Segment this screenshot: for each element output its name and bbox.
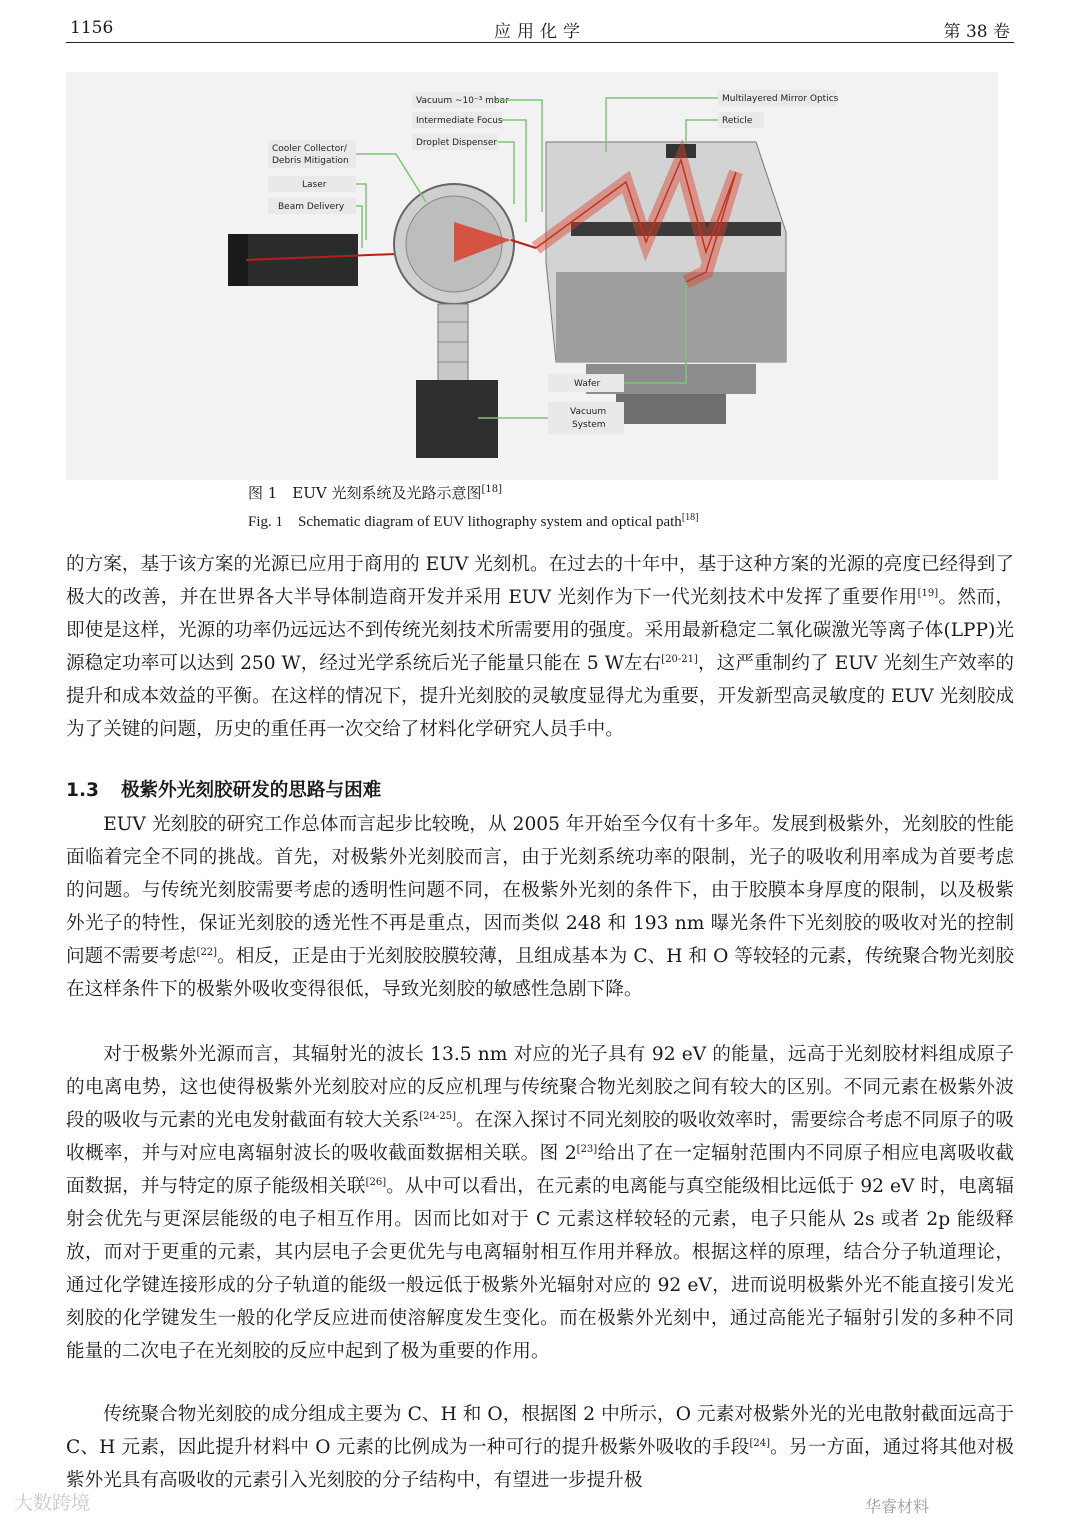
callout-mirror-optics [718,90,839,106]
svg-text:Beam Delivery: Beam Delivery [278,202,345,212]
section-title: 极紫外光刻胶研发的思路与困难 [120,780,382,801]
callout-beam-delivery [268,198,356,214]
page-number: 1156 [70,18,114,38]
paragraph-4: 传统聚合物光刻胶的成分组成主要为 C、H 和 O，根据图 2 中所示，O 元素对极紫外光的光电散射截面远高于 C、H 元素，因此提升材料中 O 元素的比例成为一种可行的提升极紫外吸收的手段[24]。另一方面，通过将其他对极紫外光具有高吸收的元素引入光刻胶的分子结构中，有望进一步提升极 [66,1404,1014,1491]
svg-text:Droplet Dispenser: Droplet Dispenser [416,138,498,148]
citation[interactable]: [20-21] [661,653,698,665]
citation[interactable]: [24] [749,1437,770,1449]
citation[interactable]: [22] [196,946,218,958]
watermark-right: 华睿材料 [865,1497,930,1516]
vacuum-pump [416,380,498,458]
journal-title: 应用化学 [494,22,586,42]
callout-intermediate-focus [412,112,503,128]
callout-vacuum [412,92,509,108]
section-heading [66,776,381,802]
svg-text:Multilayered Mirror Optics: Multilayered Mirror Optics [722,94,839,104]
callout-wafer [548,374,624,392]
section-number: 1.3 [66,780,99,801]
running-header [66,14,1014,43]
callout-cooler-collector [268,140,356,168]
callout-vacuum-system [548,402,624,434]
callout-droplet-dispenser [412,134,498,150]
citation[interactable]: [23] [576,1143,598,1155]
svg-text:Intermediate Focus: Intermediate Focus [416,116,503,126]
watermark-left: 大数跨境 [14,1492,91,1514]
paragraph-2: EUV 光刻胶的研究工作总体而言起步比较晚，从 2005 年开始至今仅有十多年。发展到极紫外，光刻胶的性能面临着完全不同的挑战。首先，对极紫外光刻胶而言，由于光刻系统功率的限制，光子的吸收利用率成为首要考虑的问题。与传统光刻胶需要考虑的透明性问题不同，在极紫外光刻的条件下，由于胶膜本身厚度的限制，以及极紫外光子的特性，保证光刻胶的透光性不再是重点，因而类似 248 和 193 nm 曝光条件下光刻胶的吸收对光的控制问题不需要考虑[22]。相反，正是由于光刻胶胶膜较薄，且组成基本为 C、H 和 O 等较轻的元素，传统聚合物光刻胶在这样条件下的极紫外吸收变得很低，导致光刻胶的敏感性急剧下降。 [66,814,1014,1000]
svg-text:Vacuum ~10⁻³ mbar: Vacuum ~10⁻³ mbar [416,96,509,106]
callout-reticle [718,112,764,128]
citation[interactable]: [26] [365,1176,387,1188]
callout-laser [268,176,356,192]
svg-text:Vacuum: Vacuum [570,407,607,417]
svg-text:Laser: Laser [302,180,327,190]
figure-caption-en: Fig. 1 Schematic diagram of EUV lithography system and optical path[18] [248,512,699,530]
paragraph-1: 的方案，基于该方案的光源已应用于商用的 EUV 光刻机。在过去的十年中，基于这种方案的光源的亮度已经得到了极大的改善，并在世界各大半导体制造商开发并采用 EUV 光刻作为下一代光刻技术中发挥了重要作用[19]。然而，即使是这样，光源的功率仍远远达不到传统光刻技术所需要用的强度。采用最新稳定二氧化碳激光等离子体(LPP)光源稳定功率可以达到 250 W，经过光学系统后光子能量只能在 5 W左右[20-21]，这严重制约了 EUV 光刻生产效率的提升和成本效益的平衡。在这样的情况下，提升光刻胶的灵敏度显得尤为重要，开发新型高灵敏度的 EUV 光刻胶成为了关键的问题，历史的重任再一次交给了材料化学研究人员手中。 [66,554,1015,740]
svg-text:Cooler Collector/: Cooler Collector/ [272,144,347,154]
volume-label: 第 38 卷 [943,22,1010,42]
figure-1 [66,72,998,480]
citation[interactable]: [24-25] [419,1110,457,1122]
svg-text:System: System [572,420,606,430]
svg-text:Wafer: Wafer [574,379,601,389]
euv-system-diagram [66,72,998,480]
svg-text:Reticle: Reticle [722,116,753,126]
svg-text:Debris Mitigation: Debris Mitigation [272,156,349,166]
paragraph-3: 对于极紫外光源而言，其辐射光的波长 13.5 nm 对应的光子具有 92 eV 的能量，远高于光刻胶材料组成原子的电离电势，这也使得极紫外光刻胶对应的反应机理与传统聚合物光刻胶之间有较大的区别。不同元素在极紫外波段的吸收与元素的光电发射截面有较大关系[24-25]。在深入探讨不同光刻胶的吸收效率时，需要综合考虑不同原子的吸收概率，并与对应电离辐射波长的吸收截面数据相关联。图 2[23]给出了在一定辐射范围内不同原子相应电离吸收截面数据，并与特定的原子能级相关联[26]。从中可以看出，在元素的电离能与真空能级相比远低于 92 eV 时，电离辐射会优先与更深层能级的电子相互作用。因而比如对于 C 元素这样较轻的元素，电子只能从 2s 或者 2p 能级释放，而对于更重的元素，其内层电子会更优先与电离辐射相互作用并释放。根据这样的原理，结合分子轨道理论，通过化学键连接形成的分子轨道的能级一般远低于极紫外光辐射对应的 92 eV，进而说明极紫外光不能直接引发光刻胶的化学键发生一般的化学反应进而使溶解度发生变化。而在极紫外光刻中，通过高能光子辐射引发的多种不同能量的二次电子在光刻胶的反应中起到了极为重要的作用。 [66,1044,1014,1362]
citation[interactable]: [19] [917,587,939,599]
figure-caption-cn: 图 1 EUV 光刻系统及光路示意图[18] [248,484,503,502]
vacuum-column [438,304,468,384]
